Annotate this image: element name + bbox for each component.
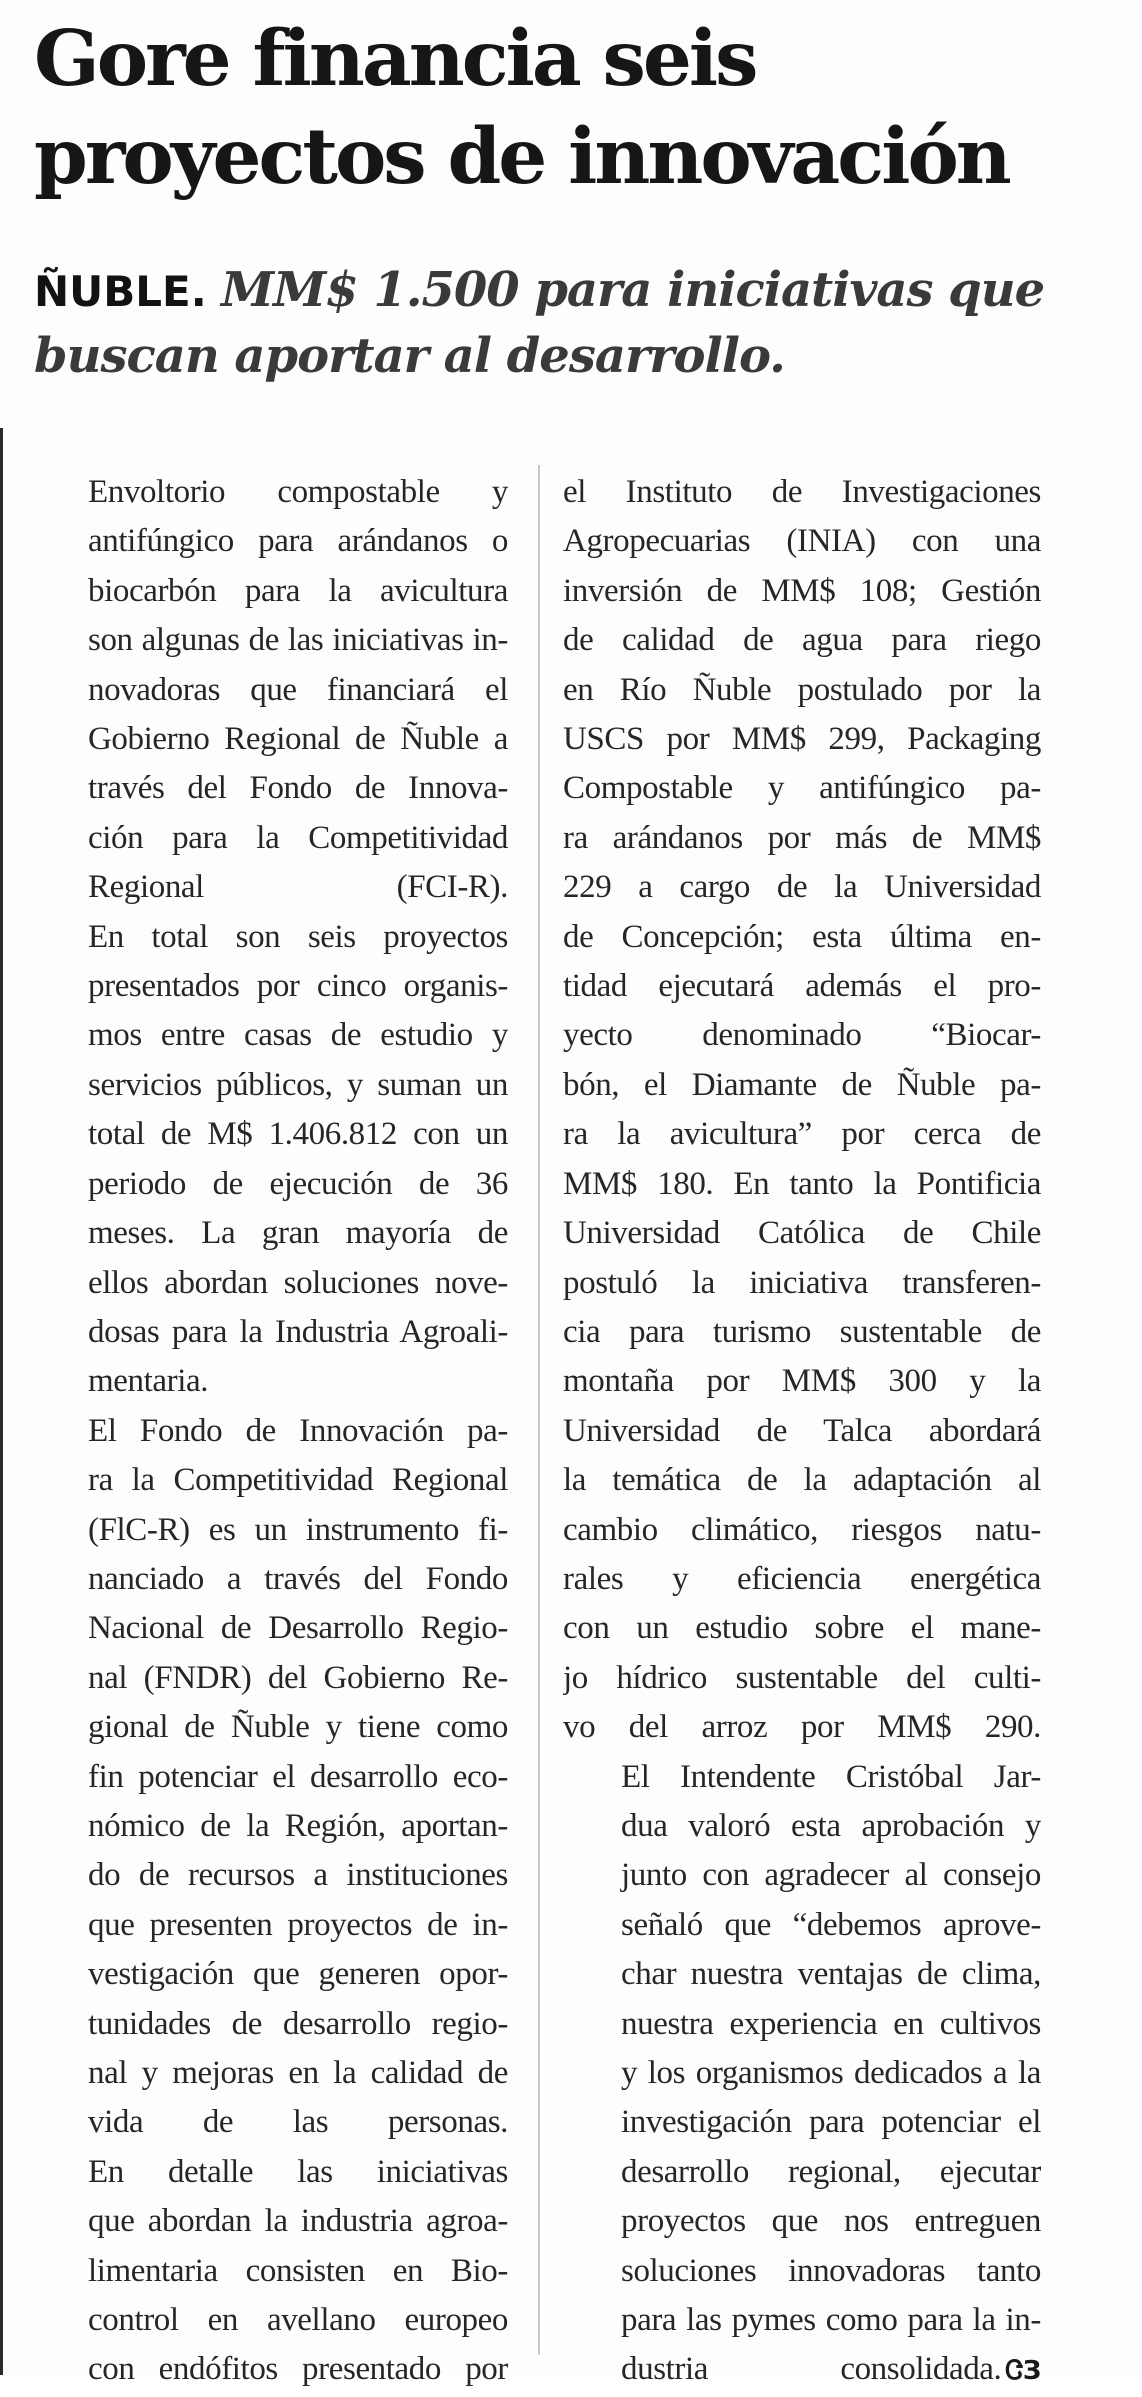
text-line: nanciado a través del Fondo: [88, 1560, 508, 1597]
headline-line-1: Gore financia seis: [34, 14, 756, 104]
text-line: gional de Ñuble y tiene como: [88, 1709, 508, 1746]
left-margin-rule: [0, 428, 3, 2375]
text-line: en Río Ñuble postulado por la: [563, 671, 1041, 708]
text-line: para las pymes como para la in-: [621, 2302, 1041, 2339]
text-line: la temática de la adaptación al: [563, 1462, 1041, 1499]
text-line: periodo de ejecución de 36: [88, 1165, 508, 1202]
text-line: nómico de la Región, aportan-: [88, 1807, 508, 1844]
text-line: rales y eficiencia energética: [563, 1560, 1041, 1597]
subheadline-line-1: [34, 258, 1114, 324]
text-line: Universidad Católica de Chile: [563, 1215, 1041, 1252]
headline: [34, 10, 1114, 206]
paragraph: [30, 2148, 508, 2395]
text-line: postuló la iniciativa transferen-: [563, 1264, 1041, 1301]
body-column-right: [563, 468, 1041, 2397]
text-line: antifúngico para arándanos o: [88, 523, 508, 560]
text-line: soluciones innovadoras tanto: [621, 2252, 1041, 2289]
text-line: señaló que “debemos aprove-: [621, 1906, 1041, 1943]
text-line: mentaria.: [88, 1363, 209, 1400]
text-line: nal y mejoras en la calidad de: [88, 2055, 508, 2091]
text-line: través del Fondo de Innova-: [88, 770, 508, 807]
text-line: desarrollo regional, ejecutar: [621, 2153, 1041, 2190]
text-line: investigación para potenciar el: [621, 2104, 1041, 2141]
text-line: vida de las personas.: [88, 2104, 508, 2141]
text-line: En total son seis proyectos: [88, 918, 508, 955]
text-line: nuestra experiencia en cultivos: [621, 2005, 1041, 2042]
end-of-article-mark: ᏣЗ: [1005, 2356, 1041, 2387]
text-line: ellos abordan soluciones nove-: [88, 1264, 508, 1301]
text-line: proyectos que nos entreguen: [621, 2203, 1041, 2240]
headline-line-2: proyectos de innovación: [34, 112, 1009, 202]
text-line: Gobierno Regional de Ñuble a: [88, 721, 508, 758]
text-line: total de M$ 1.406.812 con un: [88, 1116, 508, 1153]
text-line: Nacional de Desarrollo Regio-: [88, 1610, 508, 1647]
text-line: MM$ 180. En tanto la Pontificia: [563, 1165, 1041, 1202]
text-line: bón, el Diamante de Ñuble pa-: [563, 1066, 1041, 1103]
text-line: En detalle las iniciativas: [88, 2153, 508, 2190]
text-line: ción para la Competitividad: [88, 819, 508, 856]
text-line: Agropecuarias (INIA) con una: [563, 523, 1041, 560]
text-line: fin potenciar el desarrollo eco-: [88, 1758, 508, 1795]
text-line: dustria consolidada. ᏣЗ: [621, 2351, 1041, 2388]
text-line: nal (FNDR) del Gobierno Re-: [88, 1659, 508, 1696]
text-line: tunidades de desarrollo regio-: [88, 2005, 508, 2042]
kicker: ÑUBLE.: [34, 267, 207, 316]
subheadline-line-2: buscan aportar al desarrollo.: [34, 328, 785, 384]
text-line: jo hídrico sustentable del culti-: [563, 1659, 1041, 1696]
text-line: ra la avicultura” por cerca de: [563, 1116, 1041, 1153]
text-line: dosas para la Industria Agroali-: [88, 1313, 508, 1350]
text-line: mos entre casas de estudio y: [88, 1017, 508, 1054]
paragraph: [30, 913, 508, 1407]
text-line: limentaria consisten en Bio-: [88, 2252, 508, 2289]
column-divider: [538, 465, 540, 2355]
paragraph: [563, 468, 1041, 1753]
text-line: do de recursos a instituciones: [88, 1857, 508, 1894]
text-line: que presenten proyectos de in-: [88, 1906, 508, 1943]
text-line: tidad ejecutará además el pro-: [563, 968, 1041, 1005]
text-line: Universidad de Talca abordará: [563, 1412, 1041, 1449]
text-line: de Concepción; esta última en-: [563, 918, 1041, 955]
text-line: junto con agradecer al consejo: [621, 1857, 1041, 1894]
text-line: inversión de MM$ 108; Gestión: [563, 572, 1041, 609]
text-line: El Intendente Cristóbal Jar-: [621, 1758, 1041, 1795]
text-line: presentados por cinco organis-: [88, 968, 508, 1005]
text-line: cia para turismo sustentable de: [563, 1313, 1041, 1350]
text-line: novadoras que financiará el: [88, 671, 508, 708]
text-line: Compostable y antifúngico pa-: [563, 770, 1041, 807]
subheadline: [34, 258, 1114, 388]
text-line: control en avellano europeo: [88, 2302, 508, 2339]
paragraph: [563, 1753, 1041, 2397]
text-line: de calidad de agua para riego: [563, 622, 1041, 659]
text-line: que abordan la industria agroa-: [88, 2203, 508, 2240]
text-line: Envoltorio compostable y: [88, 474, 508, 510]
text-line: y los organismos dedicados a la: [621, 2055, 1041, 2091]
body-column-left: [30, 468, 508, 2395]
text-line: ra arándanos por más de MM$: [563, 819, 1041, 856]
text-line: yecto denominado “Biocar-: [563, 1017, 1041, 1054]
text-line: dua valoró esta aprobación y: [621, 1807, 1041, 1844]
text-line: con un estudio sobre el mane-: [563, 1610, 1041, 1647]
text-line: biocarbón para la avicultura: [88, 572, 508, 609]
text-line: El Fondo de Innovación pa-: [88, 1412, 508, 1449]
subheadline-text-1: MM$ 1.500 para iniciativas que: [220, 262, 1045, 318]
text-line: ra la Competitividad Regional: [88, 1462, 508, 1499]
text-line: vo del arroz por MM$ 290.: [563, 1709, 1041, 1746]
text-line: con endófitos presentado por: [88, 2351, 508, 2388]
text-line: (FlC-R) es un instrumento fi-: [88, 1511, 508, 1548]
text-line: cambio climático, riesgos natu-: [563, 1511, 1041, 1548]
text-line: char nuestra ventajas de clima,: [621, 1956, 1041, 1993]
text-line: meses. La gran mayoría de: [88, 1215, 508, 1252]
text-line: son algunas de las iniciativas in-: [88, 622, 508, 659]
paragraph: [30, 1407, 508, 2148]
text-line: 229 a cargo de la Universidad: [563, 869, 1041, 906]
text-line: el Instituto de Investigaciones: [563, 474, 1041, 510]
text-line: USCS por MM$ 299, Packaging: [563, 721, 1041, 758]
paragraph: [30, 468, 508, 913]
text-line: Regional (FCI-R).: [88, 869, 508, 906]
text-line: montaña por MM$ 300 y la: [563, 1363, 1041, 1400]
text-line: servicios públicos, y suman un: [88, 1066, 508, 1103]
text-line: vestigación que generen opor-: [88, 1956, 508, 1993]
